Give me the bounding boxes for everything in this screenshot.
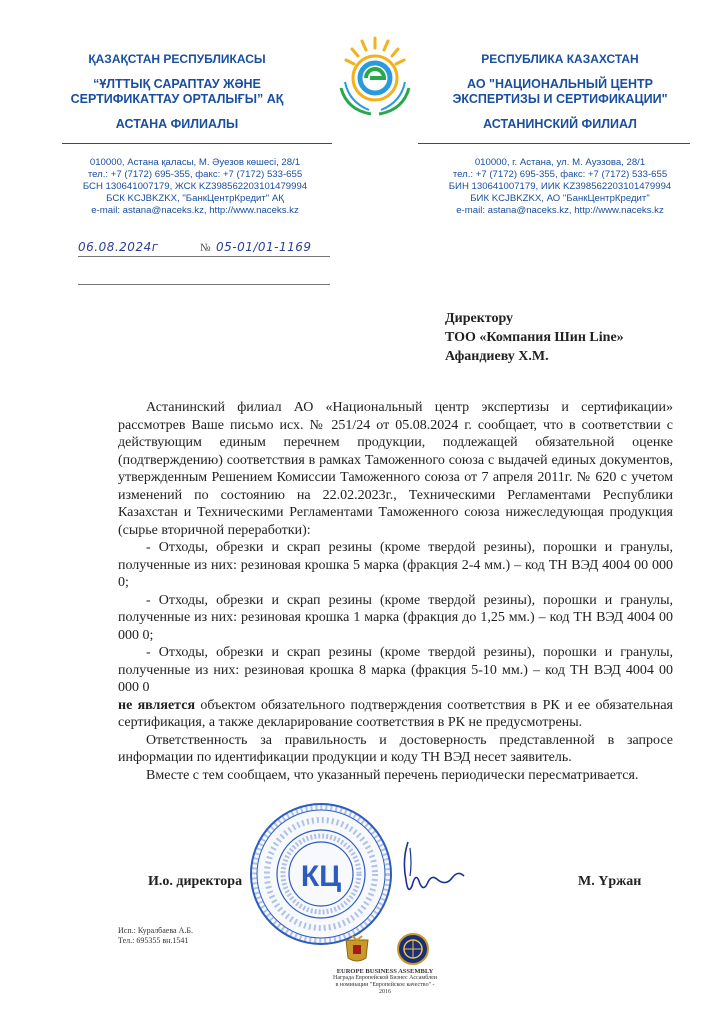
review-paragraph: Вместе с тем сообщаем, что указанный перечень периодически пересматривается.	[146, 767, 639, 783]
recipient-block	[445, 309, 685, 366]
header-divider-right	[418, 143, 690, 144]
address-line: 010000, Астана қаласы, М. Әуезов көшесі, 28/1	[89, 157, 301, 168]
address-right	[420, 157, 700, 217]
left-org-line2: СЕРТИФИКАТТАУ ОРТАЛЫҒЫ” АҚ	[70, 92, 284, 106]
address-line: БСН 130641007179, ЖСК KZ398562203101479994	[82, 181, 308, 192]
right-country: РЕСПУБЛИКА КАЗАХСТАН	[481, 52, 639, 66]
recipient-line: Афандиеву Х.М.	[445, 349, 549, 364]
executor-block	[118, 926, 278, 946]
executor-phone: Тел.: 695355 вн.1541	[118, 936, 189, 945]
signature-scribble	[398, 840, 468, 900]
letter-body	[118, 399, 673, 784]
executor-name: Исп.: Куралбаева А.Б.	[118, 926, 193, 935]
conclusion-text: объектом обязательного подтверждения соответствия в РК и ее обязательная сертификация, а также декларирование соответствия в РК не предусмотрены.	[118, 697, 673, 730]
award-caption	[330, 968, 440, 996]
reference-underline	[78, 284, 330, 285]
intro-paragraph: Астанинский филиал АО «Национальный центр экспертизы и сертификации» рассмотрев Ваше письмо исх. № 251/24 от 05.08.2024 г. сообщает, что в соответствии с действующим единым перечнем продукции, подлежащей обязательной оценке (подтверждению) соответствия в рамках Таможенного союза с выдачей единых документов, утвержденным Решением Комиссии Таможенного союза от 7 апреля 2011г. № 620 с учетом изменений по состоянию на 22.02.2023г., Техническими Регламентами Республики Казахстан и Техническими Регламентами Таможенного союза нижеследующая продукция (сырье вторичной переработки):	[118, 400, 673, 538]
address-line: тел.: +7 (7172) 695-355, факс: +7 (7172) 533-655	[87, 169, 303, 180]
product-item: - Отходы, обрезки и скрап резины (кроме твердой резины), порошки и гранулы, полученные из них: резиновая крошка 5 марка (фракция 2-4 мм.) – код ТН ВЭД 4004 00 000 0;	[118, 540, 673, 590]
outgoing-ref	[78, 240, 338, 260]
address-left	[55, 157, 335, 217]
right-branch: АСТАНИНСКИЙ ФИЛИАЛ	[483, 117, 637, 131]
award-line2: в номинации "Европейское качество" - 2016	[335, 982, 435, 995]
right-org-line2: ЭКСПЕРТИЗЫ И СЕРТИФИКАЦИИ"	[452, 92, 668, 106]
address-line: БСК KCJBKZKX, "БанкЦентрКредит" АҚ	[106, 193, 284, 204]
product-item: - Отходы, обрезки и скрап резины (кроме твердой резины), порошки и гранулы, полученные из них: резиновая крошка 8 марка (фракция 5-10 мм.) – код ТН ВЭД 4004 00 000 0	[118, 645, 673, 695]
header-right	[440, 52, 680, 132]
recipient-line: ТОО «Компания Шин Line»	[445, 330, 624, 345]
award-line1: Награда Европейской Бизнес Ассамблеи	[333, 975, 437, 981]
stamp-letter: КЦ	[300, 860, 342, 893]
signer-name: М. Үржан	[578, 874, 642, 889]
address-line: тел.: +7 (7172) 695-355, факс: +7 (7172) 533-655	[452, 169, 668, 180]
address-line: 010000, г. Астана, ул. М. Ауэзова, 28/1	[474, 157, 646, 168]
recipient-line: Директору	[445, 311, 514, 326]
address-line: e-mail: astana@naceks.kz, http://www.naceks.kz	[456, 205, 664, 216]
header-left	[62, 52, 292, 132]
product-item: - Отходы, обрезки и скрап резины (кроме твердой резины), порошки и гранулы, полученные из них: резиновая крошка 1 марка (фракция до 1,25 мм.) – код ТН ВЭД 4004 00 000 0;	[118, 592, 673, 643]
award-globe-icon	[396, 932, 430, 966]
right-org-line1: АО "НАЦИОНАЛЬНЫЙ ЦЕНТР	[466, 77, 654, 91]
address-line: БИН 130641007179, ИИК KZ398562203101479994	[448, 181, 672, 192]
address-line: БИК KCJBKZKX, АО "БанкЦентрКредит"	[470, 193, 650, 204]
outgoing-number: 05-01/01-1169	[216, 240, 312, 254]
signer-position: И.о. директора	[148, 874, 243, 889]
left-org-line1: “ҰЛТТЫҚ САРАПТАУ ЖӘНЕ	[93, 77, 261, 91]
left-branch: АСТАНА ФИЛИАЛЫ	[115, 117, 239, 131]
left-country: ҚАЗАҚСТАН РЕСПУБЛИКАСЫ	[88, 52, 266, 66]
naceks-logo	[335, 30, 415, 120]
responsibility-paragraph: Ответственность за правильность и достоверность представленной в запросе информации по идентификации продукции и коду ТН ВЭД несет заявитель.	[118, 732, 673, 765]
conclusion-bold: не является	[118, 697, 196, 713]
outgoing-no-label: №	[200, 242, 211, 254]
award-crest-icon	[340, 934, 374, 964]
outgoing-date: 06.08.2024г	[78, 240, 159, 254]
conclusion-paragraph	[118, 697, 673, 732]
header-divider-left	[62, 143, 332, 144]
date-underline	[78, 256, 330, 257]
address-line: e-mail: astana@naceks.kz, http://www.naceks.kz	[91, 205, 299, 216]
award-assembly: EUROPE BUSINESS ASSEMBLY	[336, 968, 434, 975]
